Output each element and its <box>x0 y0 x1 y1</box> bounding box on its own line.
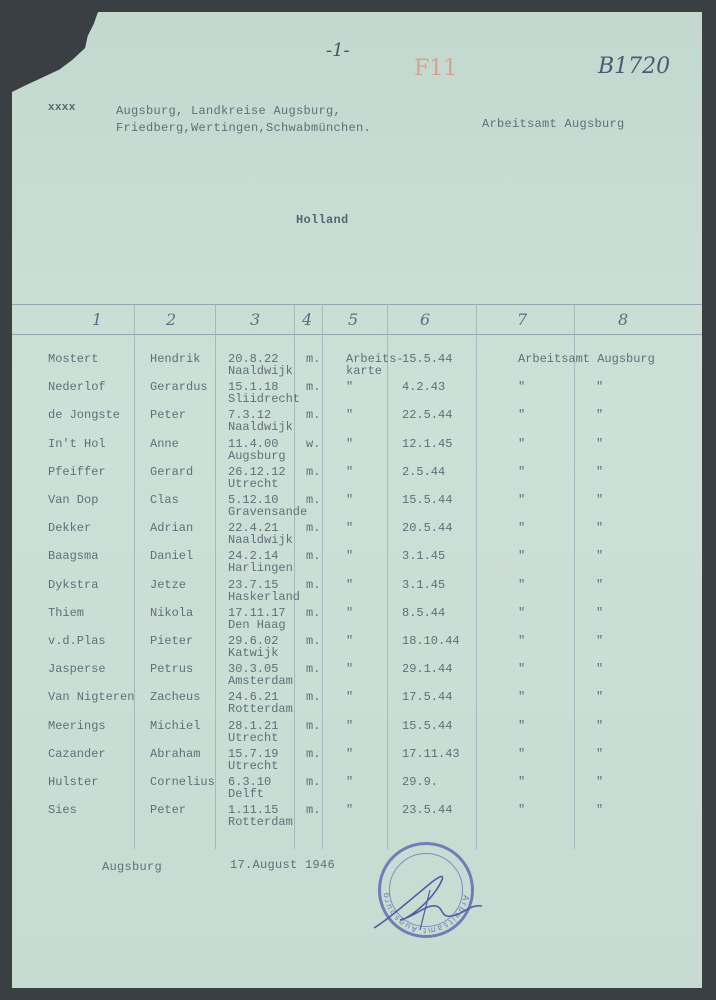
document-cell: " <box>346 464 354 479</box>
office-cell: Arbeitsamt Augsburg <box>518 352 655 366</box>
sex-cell: m. <box>306 577 321 592</box>
first-name-cell: Clas <box>150 493 179 507</box>
office-cell: " <box>518 775 526 789</box>
column-divider <box>476 304 477 849</box>
document-cell: " <box>346 521 354 536</box>
document-cell: " <box>346 577 354 592</box>
birth-date-cell: 6.3.10 <box>228 775 272 789</box>
surname-cell: Pfeiffer <box>48 464 106 479</box>
sex-cell: m. <box>306 718 321 733</box>
date-cell: 2.5.44 <box>402 464 446 479</box>
birth-place-cell: Augsburg <box>228 448 286 463</box>
first-name-cell: Adrian <box>150 521 194 536</box>
date-cell: 22.5.44 <box>402 408 453 423</box>
column-divider <box>215 304 216 849</box>
surname-cell: Jasperse <box>48 662 106 677</box>
date-cell: 17.5.44 <box>402 690 453 705</box>
document-cell: " <box>346 662 354 677</box>
sex-cell: m. <box>306 803 321 818</box>
first-name-cell: Gerardus <box>150 380 208 395</box>
column-number: 2 <box>166 310 177 329</box>
birth-date-cell: 22.4.21 <box>228 521 279 536</box>
column-number: 6 <box>420 310 431 329</box>
surname-cell: Van Nigteren <box>48 690 135 705</box>
office-cell: " <box>518 464 526 479</box>
note-cell: " <box>596 690 604 705</box>
note-cell: " <box>596 549 604 564</box>
document-cell: " <box>346 605 354 620</box>
document-cell: Arbeits- <box>346 352 404 366</box>
birth-date-cell: 29.6.02 <box>228 634 279 648</box>
date-cell: 15.5.44 <box>402 352 453 366</box>
document-cell: " <box>346 408 354 423</box>
column-number: 3 <box>250 310 261 329</box>
surname-cell: Cazander <box>48 746 106 761</box>
birth-place-cell: Delft <box>228 787 265 801</box>
office-cell: " <box>518 521 526 536</box>
column-divider <box>387 304 388 849</box>
office-cell: " <box>518 718 526 733</box>
table-top-rule <box>12 304 702 305</box>
note-cell: " <box>596 577 604 592</box>
stamp-text: Arbeitsamt Augsburg <box>380 890 471 936</box>
birth-place-cell: Gravensande <box>228 505 308 519</box>
birth-place-cell: Sliidrecht <box>228 392 301 407</box>
surname-cell: In't Hol <box>48 436 106 451</box>
column-number: 7 <box>517 310 528 329</box>
birth-place-cell: Rotterdam <box>228 702 293 717</box>
first-name-cell: Daniel <box>150 549 194 564</box>
note-cell: " <box>596 408 604 423</box>
surname-cell: Thiem <box>48 605 85 620</box>
first-name-cell: Michiel <box>150 718 201 733</box>
sex-cell: m. <box>306 408 321 423</box>
surname-cell: Nederlof <box>48 380 106 395</box>
first-name-cell: Anne <box>150 436 179 451</box>
birth-place-cell: Naaldwijk <box>228 533 293 548</box>
date-cell: 15.5.44 <box>402 718 453 733</box>
birth-date-cell: 26.12.12 <box>228 464 286 479</box>
surname-cell: Sies <box>48 803 77 818</box>
sex-cell: m. <box>306 690 321 705</box>
first-name-cell: Zacheus <box>150 690 201 705</box>
date-cell: 3.1.45 <box>402 577 446 592</box>
first-name-cell: Jetze <box>150 577 187 592</box>
archive-number: B1720 <box>598 54 671 79</box>
birth-place-cell: Rotterdam <box>228 815 293 830</box>
surname-cell: Van Dop <box>48 493 99 507</box>
pencil-mark: F11 <box>414 56 458 81</box>
note-cell: " <box>596 634 604 648</box>
birth-place-cell: Utrecht <box>228 730 279 745</box>
birth-place-cell: Haskerland <box>228 589 301 604</box>
column-divider <box>322 304 323 849</box>
date-cell: 20.5.44 <box>402 521 453 536</box>
birth-date-cell: 23.7.15 <box>228 577 279 592</box>
sex-cell: m. <box>306 662 321 677</box>
column-divider <box>294 304 295 849</box>
birth-date-cell: 15.1.18 <box>228 380 279 395</box>
birth-date-cell: 24.2.14 <box>228 549 279 564</box>
note-cell: " <box>596 380 604 395</box>
districts-line-2: Friedberg,Wertingen,Schwabmünchen. <box>116 121 372 135</box>
date-cell: 12.1.45 <box>402 436 453 451</box>
document-cell: " <box>346 380 354 395</box>
sex-cell: m. <box>306 605 321 620</box>
birth-date-cell: 24.6.21 <box>228 690 279 705</box>
office-cell: " <box>518 803 526 818</box>
birth-date-cell: 5.12.10 <box>228 493 279 507</box>
first-name-cell: Peter <box>150 408 187 423</box>
office-cell: " <box>518 380 526 395</box>
document-cell: " <box>346 746 354 761</box>
first-name-cell: Peter <box>150 803 187 818</box>
birth-date-cell: 20.8.22 <box>228 352 279 366</box>
surname-cell: de Jongste <box>48 408 121 423</box>
birth-place-cell: Utrecht <box>228 758 279 773</box>
office-cell: " <box>518 605 526 620</box>
document-cell: " <box>346 775 354 789</box>
sex-cell: m. <box>306 493 321 507</box>
sex-cell: m. <box>306 746 321 761</box>
office-cell: " <box>518 690 526 705</box>
sex-cell: m. <box>306 775 321 789</box>
first-name-cell: Gerard <box>150 464 194 479</box>
birth-place-cell: Den Haag <box>228 617 286 632</box>
birth-place-cell: Katwijk <box>228 646 279 660</box>
note-cell: " <box>596 775 604 789</box>
birth-date-cell: 15.7.19 <box>228 746 279 761</box>
first-name-cell: Cornelius <box>150 775 215 789</box>
footer-place: Augsburg <box>102 860 163 874</box>
surname-cell: Baagsma <box>48 549 99 564</box>
document-cell: " <box>346 690 354 705</box>
column-number: 4 <box>302 310 313 329</box>
office-cell: " <box>518 634 526 648</box>
sex-cell: m. <box>306 464 321 479</box>
signature-icon <box>370 860 490 940</box>
surname-cell: v.d.Plas <box>48 634 106 648</box>
column-number: 1 <box>92 310 103 329</box>
birth-date-cell: 17.11.17 <box>228 605 286 620</box>
sex-cell: m. <box>306 380 321 395</box>
districts-line-1: Augsburg, Landkreise Augsburg, <box>116 104 342 118</box>
office-cell: " <box>518 662 526 677</box>
birth-date-cell: 7.3.12 <box>228 408 272 423</box>
first-name-cell: Petrus <box>150 662 194 677</box>
surname-cell: Dekker <box>48 521 92 536</box>
birth-place-cell: Naaldwijk <box>228 420 293 435</box>
office-cell: " <box>518 549 526 564</box>
note-cell: " <box>596 718 604 733</box>
column-number: 5 <box>348 310 359 329</box>
date-cell: 29.9. <box>402 775 439 789</box>
surname-cell: Dykstra <box>48 577 99 592</box>
office-name: Arbeitsamt Augsburg <box>482 117 625 131</box>
footer-date: 17.August 1946 <box>230 858 336 872</box>
document-cell: " <box>346 493 354 507</box>
birth-date-cell: 1.11.15 <box>228 803 279 818</box>
document-cell: " <box>346 718 354 733</box>
birth-date-cell: 11.4.00 <box>228 436 279 451</box>
sex-cell: m. <box>306 549 321 564</box>
date-cell: 8.5.44 <box>402 605 446 620</box>
note-cell: " <box>596 493 604 507</box>
note-cell: " <box>596 803 604 818</box>
sex-cell: m. <box>306 521 321 536</box>
surname-cell: Mostert <box>48 352 99 366</box>
column-divider <box>134 304 135 849</box>
surname-cell: Hulster <box>48 775 99 789</box>
note-cell: " <box>596 521 604 536</box>
office-cell: " <box>518 746 526 761</box>
date-cell: 18.10.44 <box>402 634 460 648</box>
first-name-cell: Abraham <box>150 746 201 761</box>
note-cell: " <box>596 605 604 620</box>
note-cell: " <box>596 746 604 761</box>
birth-date-cell: 30.3.05 <box>228 662 279 677</box>
sex-cell: m. <box>306 352 321 366</box>
column-divider <box>574 304 575 849</box>
document-cell: " <box>346 634 354 648</box>
date-cell: 23.5.44 <box>402 803 453 818</box>
date-cell: 3.1.45 <box>402 549 446 564</box>
country-heading: Holland <box>296 213 349 227</box>
document-cell: " <box>346 549 354 564</box>
page-number: -1- <box>326 40 350 61</box>
table-header-rule <box>12 334 702 335</box>
birth-place-cell: Amsterdam <box>228 674 293 689</box>
column-number: 8 <box>618 310 629 329</box>
birth-place-cell: Naaldwijk <box>228 364 293 378</box>
sex-cell: w. <box>306 436 321 451</box>
first-name-cell: Hendrik <box>150 352 201 366</box>
date-cell: 4.2.43 <box>402 380 446 395</box>
note-cell: " <box>596 436 604 451</box>
first-name-cell: Nikola <box>150 605 194 620</box>
office-cell: " <box>518 408 526 423</box>
birth-place-cell: Harlingen <box>228 561 293 576</box>
birth-date-cell: 28.1.21 <box>228 718 279 733</box>
date-cell: 17.11.43 <box>402 746 460 761</box>
ref-code: xxxx <box>48 102 76 114</box>
first-name-cell: Pieter <box>150 634 194 648</box>
sex-cell: m. <box>306 634 321 648</box>
note-cell: " <box>596 662 604 677</box>
office-cell: " <box>518 436 526 451</box>
birth-place-cell: Utrecht <box>228 476 279 491</box>
date-cell: 15.5.44 <box>402 493 453 507</box>
surname-cell: Meerings <box>48 718 106 733</box>
document-cell: " <box>346 803 354 818</box>
note-cell: " <box>596 464 604 479</box>
document-cell-line-2: karte <box>346 364 383 378</box>
office-cell: " <box>518 493 526 507</box>
document-cell: " <box>346 436 354 451</box>
office-cell: " <box>518 577 526 592</box>
date-cell: 29.1.44 <box>402 662 453 677</box>
